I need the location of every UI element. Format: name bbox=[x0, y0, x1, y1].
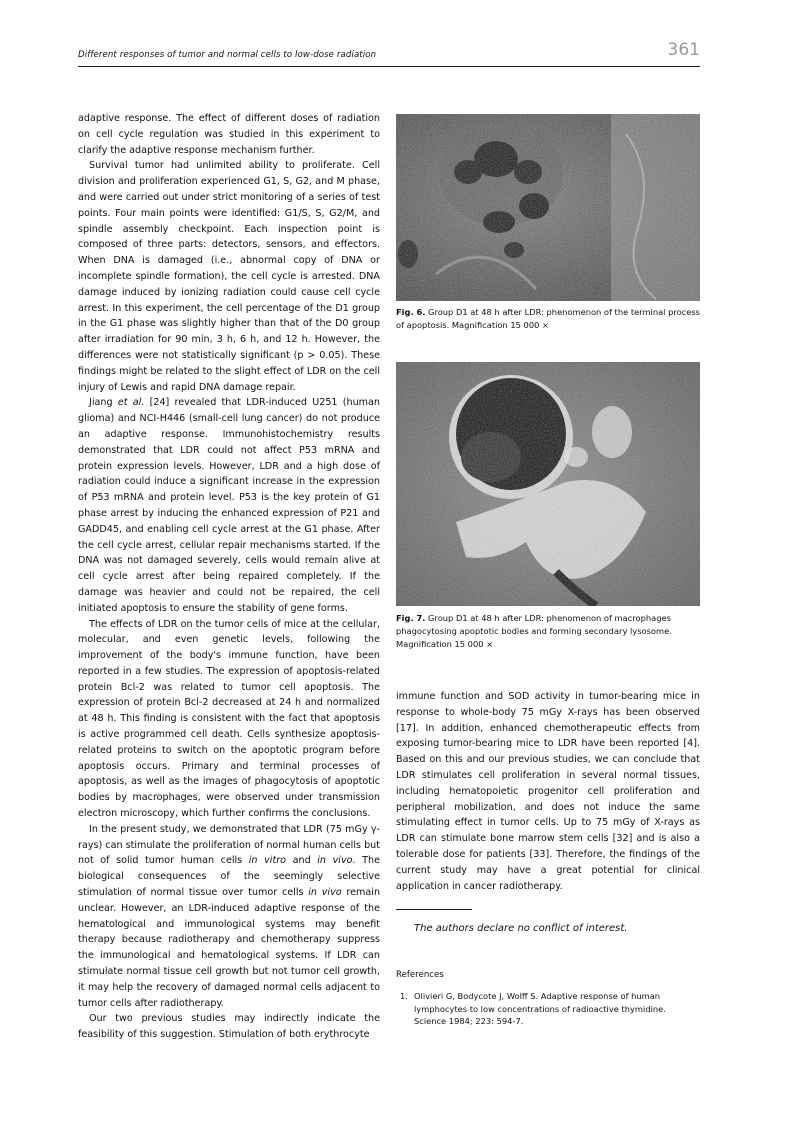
caption-text: Group D1 at 48 h after LDR: phenomenon of macrophages phagocytosing apoptotic bodies and forming secondary lysosome. Magnification 15 000 × bbox=[396, 613, 672, 649]
italic-run: in vivo bbox=[317, 855, 353, 867]
italic-run: et al. bbox=[117, 397, 145, 409]
right-column bbox=[396, 689, 700, 894]
text-run: remain unclear. However, an LDR-induced adaptive response of the hematological and immunological systems may benefit therapy because radiotherapy and chemotherapy suppress the immunological and hematological systems. If LDR can stimulate normal tissue cell growth but not tumor cell growth, it may help the recovery of damaged normal cells adjacent to tumor cells after radiotherapy. bbox=[78, 887, 381, 1009]
paragraph: adaptive response. The effect of different doses of radiation on cell cycle regulation was studied in this experiment to clarify the adaptive response mechanism further. bbox=[78, 113, 380, 156]
reference-number: 1. bbox=[400, 991, 408, 1001]
reference-item bbox=[396, 990, 700, 1028]
references-heading: References bbox=[396, 970, 444, 980]
figure-label: Fig. 7. bbox=[396, 613, 426, 623]
text-run: and bbox=[286, 855, 318, 867]
text-run: Jiang bbox=[89, 397, 118, 409]
paragraph: Survival tumor had unlimited ability to proliferate. Cell division and proliferation experienced G1, S, G2, and M phase, and were carried out under strict monitoring of a series of test points. Four main points were identified: G1/S, S, G2/M, and spindle assembly checkpoint. Each inspection point is composed of three parts: detectors, sensors, and effectors. When DNA is damaged (i.e., abnormal copy of DNA or incomplete spindle formation), the cell cycle is arrested. DNA damage induced by ionizing radiation could cause cell cycle arrest. In this experiment, the cell percentage of the D1 group in the G1 phase was slightly higher than that of the D0 group after irradiation for 90 min, 3 h, 6 h, and 12 h. However, the differences were not statistically significant (p > 0.05). These findings might be related to the slight effect of LDR on the cell injury of Lewis and rapid DNA damage repair. bbox=[78, 160, 380, 393]
figure-label: Fig. 6. bbox=[396, 307, 426, 317]
figure-7-micrograph bbox=[396, 362, 700, 606]
text-run: [24] revealed that LDR-induced U251 (human glioma) and NCI-H446 (small-cell lung cancer) do not produce an adaptive response. Immunohistochemistry results demonstrated that LDR could not affect P53 mRNA and protein expression levels. However, LDR and a high dose of radiation could induce a significant increase in the expression of P53 mRNA and protein level. P53 is the key protein of G1 phase arrest by inducing the enhanced expression of P21 and GADD45, and enabling cell cycle arrest at the G1 phase. After the cell cycle arrest, cellular repair mechanisms started. If the DNA was not damaged severely, cells would remain alive at cell cycle arrest after being repaired completely. If the damage was heavier and could not be repaired, the cell initiated apoptosis to ensure the stability of gene forms. bbox=[78, 397, 380, 614]
paragraph: Our two previous studies may indirectly indicate the feasibility of this suggestion. Stimulation of both erythrocyte bbox=[78, 1013, 380, 1041]
page-number: 361 bbox=[667, 40, 700, 60]
caption-text: Group D1 at 48 h after LDR: phenomenon of the terminal process of apoptosis. Magnification 15 000 × bbox=[396, 307, 700, 330]
figure-6-micrograph bbox=[396, 114, 700, 301]
paragraph: immune function and SOD activity in tumor-bearing mice in response to whole-body 75 mGy X-rays has been observed [17]. In addition, enhanced chemotherapeutic effects from exposing tumor-bearing mice to LDR have been reported [4]. Based on this and our previous studies, we can conclude that LDR stimulates cell proliferation in several normal tissues, including hematopoietic progenitor cell proliferation and peripheral mobilization, and does not induce the same stimulating effect in tumor cells. Up to 75 mGy of X-rays as LDR can stimulate bone marrow stem cells [32] and is also a tolerable dose for patients [33]. Therefore, the findings of the current study may have a great potential for clinical application in cancer radiotherapy. bbox=[396, 691, 700, 892]
italic-run: in vitro bbox=[248, 855, 287, 867]
italic-run: in vivo bbox=[308, 887, 342, 899]
text-run: In the present study, we demonstrated that LDR (75 mGy γ-rays) can stimulate the proliferation of normal human cells but not of solid tumor human cells bbox=[78, 823, 380, 867]
figure-6-caption bbox=[396, 306, 700, 332]
text-run: . The biological consequences of the seemingly selective stimulation of normal tissue over tumor cells bbox=[78, 855, 380, 899]
header-rule bbox=[78, 66, 700, 67]
reference-text: Olivieri G, Bodycote J, Wolff S. Adaptive response of human lymphocytes to low concentrations of radioactive thymidine. Science 1984; 223: 594-7. bbox=[414, 991, 666, 1026]
paragraph bbox=[78, 822, 380, 1012]
running-header-title: Different responses of tumor and normal cells to low-dose radiation bbox=[78, 50, 377, 60]
paragraph bbox=[78, 395, 380, 616]
paragraph: The effects of LDR on the tumor cells of mice at the cellular, molecular, and even genetic levels, following the improvement of the body's immune function, have been reported in a few studies. The expression of apoptosis-related protein Bcl-2 was related to tumor cell apoptosis. The expression of protein Bcl-2 decreased at 24 h and normalized at 48 h. This finding is consistent with the fact that apoptosis is active programmed cell death. Cells synthesize apoptosis-related proteins to switch on the apoptotic program before apoptosis occurs. Primary and terminal processes of apoptosis, as well as the images of phagocytosis of apoptotic bodies by macrophages, were observed under transmission electron microscopy, which further confirms the conclusions. bbox=[78, 618, 380, 820]
footnote-rule bbox=[396, 909, 472, 910]
conflict-of-interest-note: The authors declare no conflict of interest. bbox=[414, 923, 628, 934]
left-column bbox=[78, 111, 380, 1043]
figure-7-caption bbox=[396, 612, 700, 651]
